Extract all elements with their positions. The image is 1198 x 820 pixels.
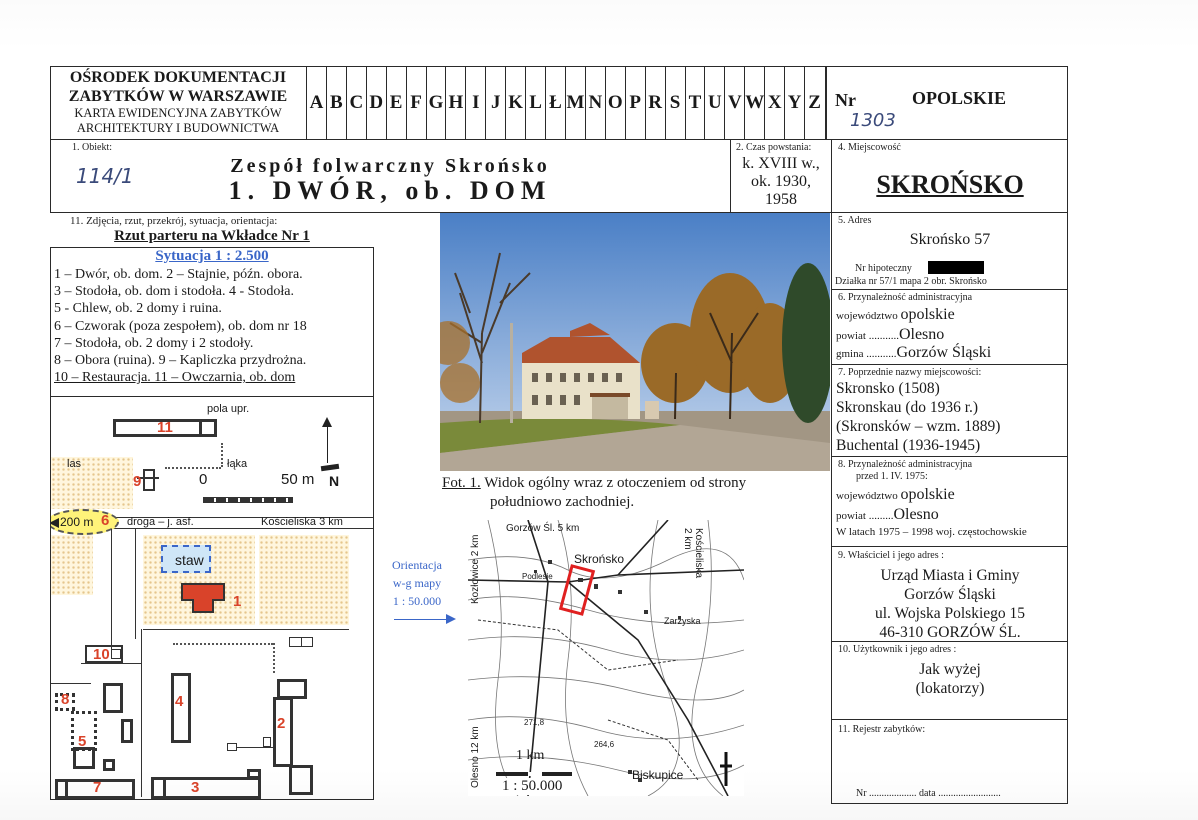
czas-values (732, 155, 830, 209)
dzialka-note: Działka nr 57/1 mapa 2 obr. Skrońsko (835, 276, 987, 287)
letter-0: A (307, 67, 327, 139)
adres-label: 5. Adres (838, 215, 872, 226)
zdjecia-label: 11. Zdjęcia, rzut, przekrój, sytuacja, orientacja: (70, 215, 278, 227)
old-name-3: (Skronsków – wzm. 1889) (836, 418, 1001, 435)
adres-value: Skrońsko 57 (909, 231, 991, 248)
letter-25: Z (808, 92, 821, 113)
plan-num-1: 1 (233, 593, 242, 610)
plan-num-8: 8 (61, 691, 70, 708)
laka-label: łąka (227, 458, 248, 470)
map-biskupice: Biskupice (632, 768, 684, 782)
obiekt-code: 114/1 (76, 164, 134, 188)
wlasciciel-address (832, 566, 1068, 642)
old-name-1: Skronsko (1508) (836, 380, 940, 397)
sytuacja-title: Sytuacja 1 : 2.500 (155, 248, 269, 264)
gmina-row (836, 344, 991, 362)
letter-4: E (387, 67, 407, 139)
topographic-map (468, 520, 744, 796)
letter-18: S (666, 67, 686, 139)
plan-num-9: 9 (133, 473, 142, 490)
woj-label: województwo (836, 310, 898, 322)
nr-label: Nr (835, 90, 856, 110)
letter-20: U (705, 67, 725, 139)
owner-line-3: ul. Wojska Polskiego 15 (874, 605, 1026, 622)
north-label: N (329, 473, 340, 489)
meadow-far-left (51, 535, 93, 595)
scale-bar (203, 497, 293, 503)
plan-num-2: 2 (277, 715, 286, 732)
powiat-value: Olesno (898, 326, 945, 343)
koscieliska-label: Kościeliska 3 km (261, 516, 343, 528)
owner-line-1: Urząd Miasta i Gminy (880, 567, 1020, 584)
user-line-2: (lokatorzy) (915, 680, 985, 697)
building-2 (273, 697, 293, 767)
woj-value: opolskie (900, 306, 955, 323)
plan-num-10: 10 (93, 646, 110, 663)
legend-line-2: 3 – Stodoła, ob. dom i stodoła. 4 - Stodoła. (54, 284, 294, 300)
manor-photo-image (440, 213, 830, 471)
letter-15: O (606, 67, 626, 139)
map-gorzow: Gorzów Śl. 5 km (506, 523, 580, 534)
przed-label2: przed 1. IV. 1975: (856, 471, 928, 482)
przed-powiat-label: powiat ......... (836, 510, 894, 522)
czas-label: 2. Czas powstania: (736, 142, 812, 153)
forest-area (51, 457, 133, 509)
hipo-label: Nr hipoteczny (855, 263, 912, 274)
map-scale-ratio: 1 : 50.000 (502, 778, 563, 794)
photo-manor (440, 213, 830, 471)
legend-line-6: 8 – Obora (ruina). 9 – Kapliczka przydrożna. (54, 353, 307, 369)
droga-label: droga – j. asf. (127, 516, 194, 528)
map-koscieliska: Kościeliska 2 km (682, 528, 704, 579)
letter-8: I (466, 67, 486, 139)
legend-line-3: 5 - Chlew, ob. 2 domy i ruina. (54, 301, 222, 317)
letter-17: R (646, 67, 666, 139)
przynal-label: 6. Przynależność administracyjna (838, 292, 973, 303)
letter-23: X (765, 67, 785, 139)
letter-5: F (407, 67, 427, 139)
obiekt-title-line1: Zespół folwarczny Skrońsko (230, 155, 550, 177)
caption-prefix: Fot. 1. (442, 475, 481, 491)
map-podlesie: Podlesie (522, 572, 553, 581)
gmina-value: Gorzów Śląski (896, 344, 992, 361)
map-height-1: 271,8 (524, 718, 545, 727)
region-title: OPOLSKIE (912, 88, 1007, 108)
przed-powiat-value: Olesno (893, 506, 939, 523)
przed-woj-label: województwo (836, 490, 898, 502)
uzytkownik-address (832, 660, 1068, 698)
gmina-label: gmina ........... (836, 348, 897, 360)
chapel-9 (143, 469, 155, 491)
rejestr-label: 11. Rejestr zabytków: (838, 724, 926, 735)
orient-line1: Orientacja (392, 558, 442, 572)
owner-line-4: 46-310 GORZÓW ŚL. (879, 624, 1021, 641)
orientation-note (382, 556, 452, 610)
w-latach-note: W latach 1975 – 1998 woj. częstochowskie (836, 526, 1027, 538)
plan-num-6: 6 (101, 512, 110, 529)
letter-19: T (686, 67, 706, 139)
miejscowosc-label: 4. Miejscowość (838, 142, 901, 153)
letter-24: Y (785, 67, 805, 139)
plan-num-7: 7 (93, 779, 102, 796)
old-name-4: Buchental (1936-1945) (836, 437, 981, 454)
plan-num-3: 3 (191, 779, 200, 796)
powiat-label: powiat ........... (836, 330, 899, 342)
legend-line-5: 7 – Stodoła, ob. 2 domy i 2 stodoły. (54, 335, 254, 351)
uzytkownik-label: 10. Użytkownik i jego adres : (838, 644, 957, 655)
letter-index-strip (307, 67, 824, 139)
caption-line1: Widok ogólny wraz z otoczeniem od strony (484, 475, 747, 491)
czas-line1: k. XVIII w., (742, 155, 820, 172)
przed-label1: 8. Przynależność administracyjna (838, 459, 973, 470)
institution-block (52, 68, 304, 138)
card-line1: KARTA EWIDENCYJNA ZABYTKÓW (74, 106, 282, 120)
wlasciciel-label: 9. Właściciel i jego adres : (838, 550, 944, 561)
woj-row (836, 306, 955, 324)
map-height-2: 264,6 (594, 740, 615, 749)
letter-12: Ł (546, 67, 566, 139)
caption-line2: południowo zachodniej. (490, 494, 635, 510)
letter-2: C (347, 67, 367, 139)
institution-line2: ZABYTKÓW W WARSZAWIE (68, 88, 288, 105)
czas-line2: ok. 1930, (751, 173, 811, 190)
plan-num-11: 11 (157, 419, 173, 436)
letter-7: H (446, 67, 466, 139)
orient-line3: 1 : 50.000 (392, 594, 442, 608)
przed-powiat-row (836, 506, 939, 524)
map-kozlowice: Kozłowice 2 km (470, 534, 481, 604)
powiat-row (836, 326, 944, 344)
legend-line-4: 6 – Czworak (poza zespołem), ob. dom nr 18 (54, 318, 307, 334)
photo-caption (442, 474, 834, 512)
letter-10: K (506, 67, 526, 139)
poprzednie-label: 7. Poprzednie nazwy miejscowości: (838, 367, 982, 378)
legend-line-7: 10 – Restauracja. 11 – Owczarnia, ob. dom (54, 370, 296, 386)
map-scale-label: 1 km (516, 748, 545, 763)
map-olesno: Olesno 12 km (470, 726, 481, 788)
orientation-arrow-icon (394, 619, 448, 620)
redacted-block (928, 261, 984, 274)
owner-line-2: Gorzów Śląski (904, 586, 996, 603)
dist-label: 200 m (60, 515, 94, 529)
rejestr-nr-line: Nr ................... data ......................... (856, 788, 1001, 799)
letters-row (307, 67, 824, 139)
nr-handwritten: 1303 (850, 110, 896, 131)
przed-woj-value: opolskie (900, 486, 955, 503)
letter-14: N (586, 67, 606, 139)
letter-21: V (725, 67, 745, 139)
letter-3: D (367, 67, 387, 139)
letter-16: P (626, 67, 646, 139)
legend-line-1: 1 – Dwór, ob. dom. 2 – Stajnie, późn. obora. (54, 267, 303, 282)
czas-line3: 1958 (765, 191, 797, 208)
user-line-1: Jak wyżej (919, 661, 981, 678)
miejscowosc-value: SKROŃSKO (876, 170, 1024, 199)
scale-end: 50 m (281, 471, 315, 488)
building-2-top (277, 679, 307, 699)
situation-legend (54, 266, 372, 386)
left-arrow-icon (51, 518, 59, 528)
meadow-right (259, 535, 349, 625)
poprzednie-list (836, 379, 1000, 455)
site-plan (51, 397, 373, 799)
orient-line2: w-g mapy (392, 576, 442, 590)
building-3 (151, 777, 261, 799)
map-zarzyska: Zarzyska (664, 616, 701, 626)
las-label: las (67, 458, 82, 470)
obiekt-label: 1. Obiekt: (72, 142, 112, 153)
staw-label: staw (175, 552, 204, 568)
pola-label: pola upr. (207, 403, 250, 415)
old-name-2: Skronskau (do 1936 r.) (836, 399, 979, 416)
plan-num-5: 5 (78, 733, 87, 750)
letter-13: M (566, 67, 586, 139)
letter-22: W (745, 67, 765, 139)
letter-11: L (526, 67, 546, 139)
letter-6: G (427, 67, 447, 139)
obiekt-title-line2: 1. DWÓR, ob. DOM (228, 176, 552, 205)
letter-1: B (327, 67, 347, 139)
letter-9: J (486, 67, 506, 139)
rzut-note: Rzut parteru na Wkładce Nr 1 (114, 228, 310, 244)
przed-woj-row (836, 486, 955, 504)
map-skronsko: Skrońsko (574, 552, 625, 566)
scale-zero: 0 (199, 471, 208, 488)
card-line2: ARCHITEKTURY I BUDOWNICTWA (76, 121, 280, 135)
plan-num-4: 4 (175, 693, 184, 710)
institution-line1: OŚRODEK DOKUMENTACJI (69, 69, 287, 86)
